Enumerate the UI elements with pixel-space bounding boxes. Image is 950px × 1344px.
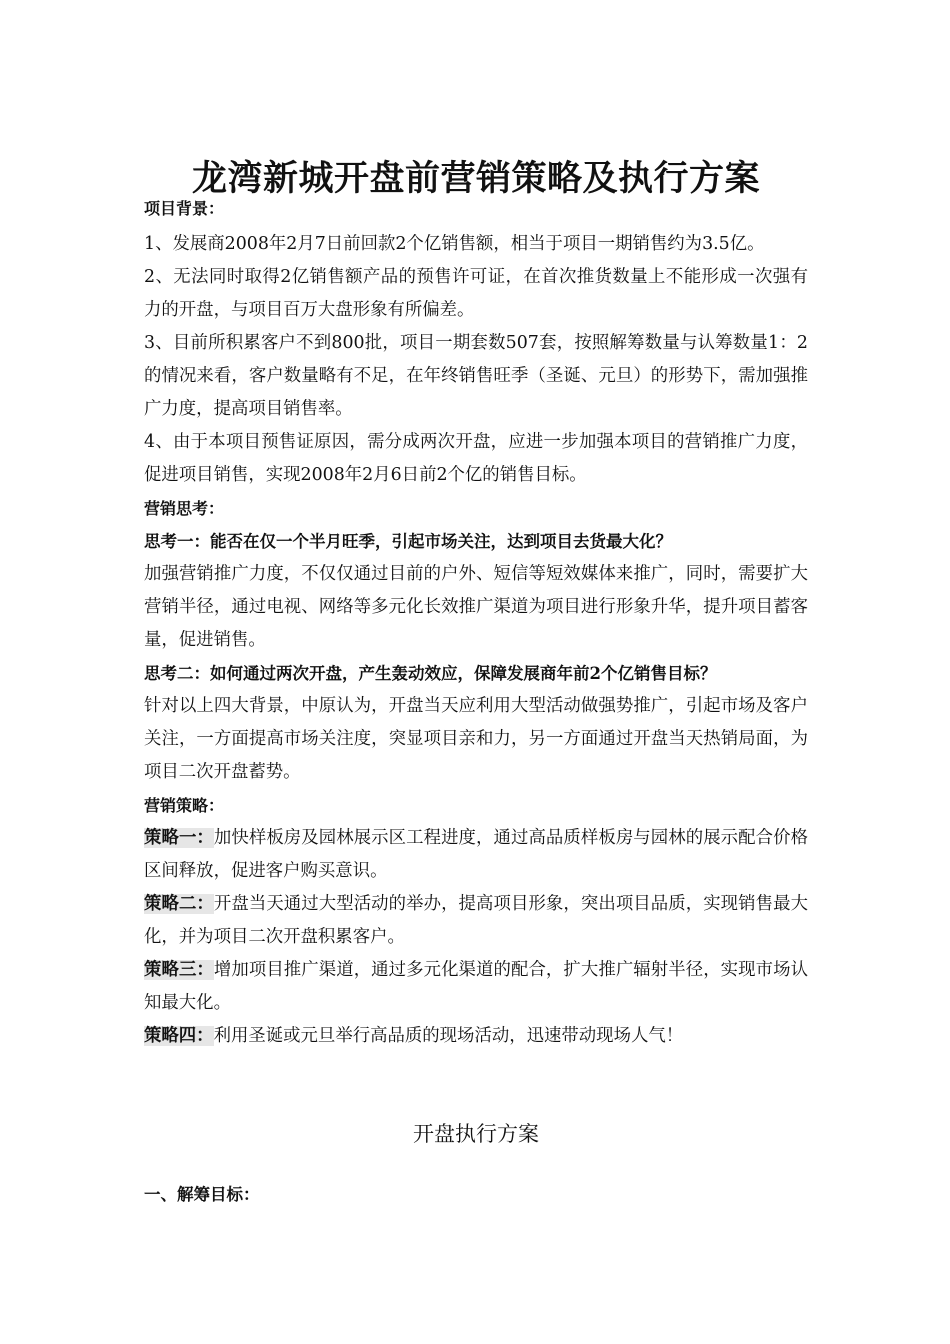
strategy-label-1: 策略一： (144, 828, 214, 848)
background-item-2: 2、无法同时取得2亿销售额产品的预售许可证，在首次推货数量上不能形成一次强有力的开盘，与项目百万大盘形象有所偏差。 (144, 267, 808, 320)
execution-title: 开盘执行方案 (413, 1122, 539, 1146)
thinking-heading: 营销思考： (144, 499, 225, 518)
thinking-question-1: 思考一：能否在仅一个半月旺季，引起市场关注，达到项目去货最大化？ (144, 532, 672, 551)
strategy-item-2 (144, 888, 808, 954)
document-body (144, 196, 808, 1053)
execution-sub-heading: 一、解筹目标： (144, 1185, 260, 1204)
background-item-4: 4、由于本项目预售证原因，需分成两次开盘，应进一步加强本项目的营销推广力度，促进项目销售，实现2008年2月6日前2个亿的销售目标。 (144, 432, 808, 485)
strategy-text-4: 利用圣诞或元旦举行高品质的现场活动，迅速带动现场人气！ (213, 1026, 684, 1046)
strategy-text-1: 加快样板房及园林展示区工程进度，通过高品质样板房与园林的展示配合价格区间释放，促进客户购买意识。 (144, 828, 808, 881)
strategy-label-3: 策略三： (144, 960, 214, 980)
background-heading: 项目背景： (144, 199, 225, 218)
strategy-label-2: 策略二： (144, 894, 214, 914)
strategy-item-3 (144, 954, 808, 1020)
background-item-1: 1、发展商2008年2月7日前回款2个亿销售额，相当于项目一期销售约为3.5亿。 (144, 234, 765, 254)
strategy-text-3: 增加项目推广渠道，通过多元化渠道的配合，扩大推广辐射半径，实现市场认知最大化。 (144, 960, 808, 1013)
document-title: 龙湾新城开盘前营销策略及执行方案 (191, 158, 760, 199)
strategy-item-1 (144, 822, 808, 888)
thinking-answer-1: 加强营销推广力度，不仅仅通过目前的户外、短信等短效媒体来推广，同时，需要扩大营销半径，通过电视、网络等多元化长效推广渠道为项目进行形象升华，提升项目蓄客量，促进销售。 (144, 564, 808, 650)
strategy-text-2: 开盘当天通过大型活动的举办，提高项目形象，突出项目品质，实现销售最大化，并为项目二次开盘积累客户。 (144, 894, 808, 947)
thinking-answer-2: 针对以上四大背景，中原认为，开盘当天应利用大型活动做强势推广，引起市场及客户关注，一方面提高市场关注度，突显项目亲和力，另一方面通过开盘当天热销局面，为项目二次开盘蓄势。 (144, 696, 808, 782)
thinking-question-2: 思考二：如何通过两次开盘，产生轰动效应，保障发展商年前2个亿销售目标？ (144, 664, 717, 683)
strategy-label-4: 策略四： (144, 1026, 214, 1046)
background-item-3: 3、目前所积累客户不到800批，项目一期套数507套，按照解筹数量与认筹数量1：2的情况来看，客户数量略有不足，在年终销售旺季（圣诞、元旦）的形势下，需加强推广力度，提高项目销售率。 (144, 333, 808, 419)
strategy-heading: 营销策略： (144, 796, 225, 815)
strategy-item-4 (144, 1020, 808, 1053)
